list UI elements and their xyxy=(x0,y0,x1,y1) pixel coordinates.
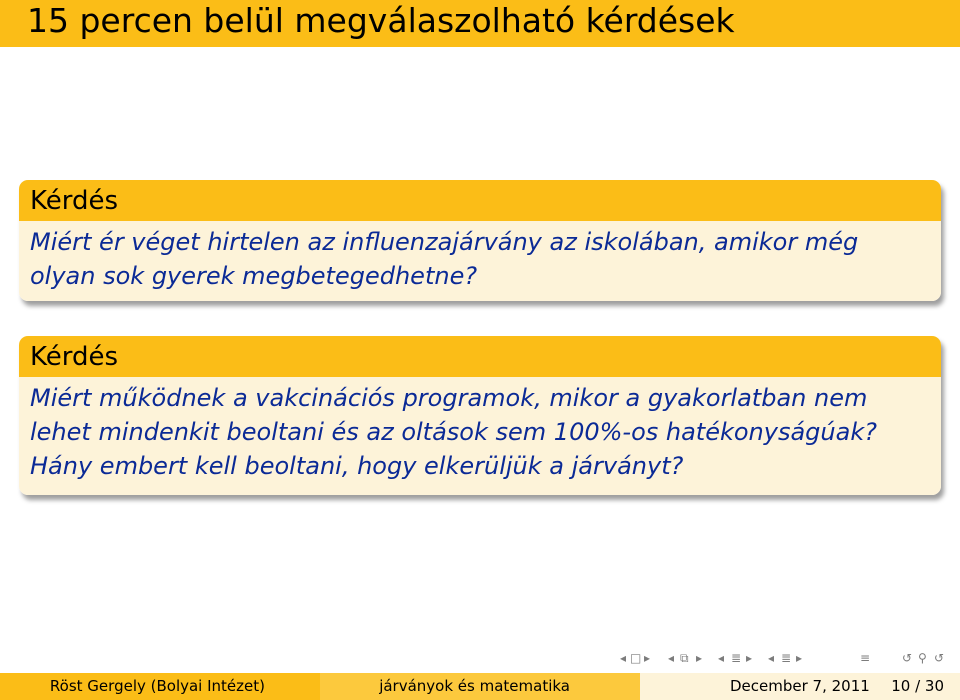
next-section-arrow-icon[interactable]: ▸ xyxy=(746,651,753,665)
block-body xyxy=(19,221,941,301)
frame-nav-icon[interactable]: □ xyxy=(630,651,642,665)
next-part-arrow-icon[interactable]: ▸ xyxy=(796,651,803,665)
footer-title-section xyxy=(320,673,640,700)
prev-section-arrow-icon[interactable]: ◂ xyxy=(718,651,725,665)
section-nav-icon[interactable]: ≣ xyxy=(731,651,742,665)
prev-part-arrow-icon[interactable]: ◂ xyxy=(768,651,775,665)
block-line: olyan sok gyerek megbetegedhetne? xyxy=(30,262,478,290)
block-line: Hány embert kell beoltani, hogy elkerüljük a járványt? xyxy=(30,452,684,480)
footer-short-title: járványok és matematika xyxy=(379,677,570,695)
block-text xyxy=(30,381,935,483)
block-header xyxy=(19,180,941,221)
footer-date-section xyxy=(640,673,960,700)
footer-date: December 7, 2011 xyxy=(730,677,870,695)
block-title: Kérdés xyxy=(30,342,119,372)
subsection-nav-icon[interactable]: ⧉ xyxy=(680,651,689,665)
beamer-navigation-bar xyxy=(620,650,952,666)
footer-bar xyxy=(0,673,960,700)
block-text xyxy=(30,225,935,293)
footer-page-number: 10 / 30 xyxy=(891,677,944,695)
forward-loop-icon[interactable]: ↺ xyxy=(934,651,945,665)
part-nav-icon[interactable]: ≣ xyxy=(781,651,792,665)
document-nav-icon[interactable]: ≡ xyxy=(860,651,871,665)
next-frame-arrow-icon[interactable]: ▸ xyxy=(644,651,651,665)
block-line: Miért ér véget hirtelen az influenzajárvány az iskolában, amikor még xyxy=(30,228,859,256)
block-header xyxy=(19,336,941,377)
next-subsection-arrow-icon[interactable]: ▸ xyxy=(696,651,703,665)
block-body xyxy=(19,377,941,495)
prev-frame-arrow-icon[interactable]: ◂ xyxy=(620,651,627,665)
prev-subsection-arrow-icon[interactable]: ◂ xyxy=(668,651,675,665)
back-loop-icon[interactable]: ↺ xyxy=(902,651,913,665)
footer-author: Röst Gergely (Bolyai Intézet) xyxy=(49,677,265,695)
frame-title: 15 percen belül megválaszolható kérdések xyxy=(27,1,735,40)
block-line: Miért működnek a vakcinációs programok, mikor a gyakorlatban nem xyxy=(30,384,868,412)
search-icon[interactable]: ⚲ xyxy=(918,651,927,665)
frame-title-bar xyxy=(0,0,960,47)
block-title: Kérdés xyxy=(30,186,119,216)
question-block-1 xyxy=(19,180,941,301)
block-line: lehet mindenkit beoltani és az oltások sem 100%-os hatékonyságúak? xyxy=(30,418,877,446)
footer-author-section xyxy=(0,673,320,700)
question-block-2 xyxy=(19,336,941,495)
